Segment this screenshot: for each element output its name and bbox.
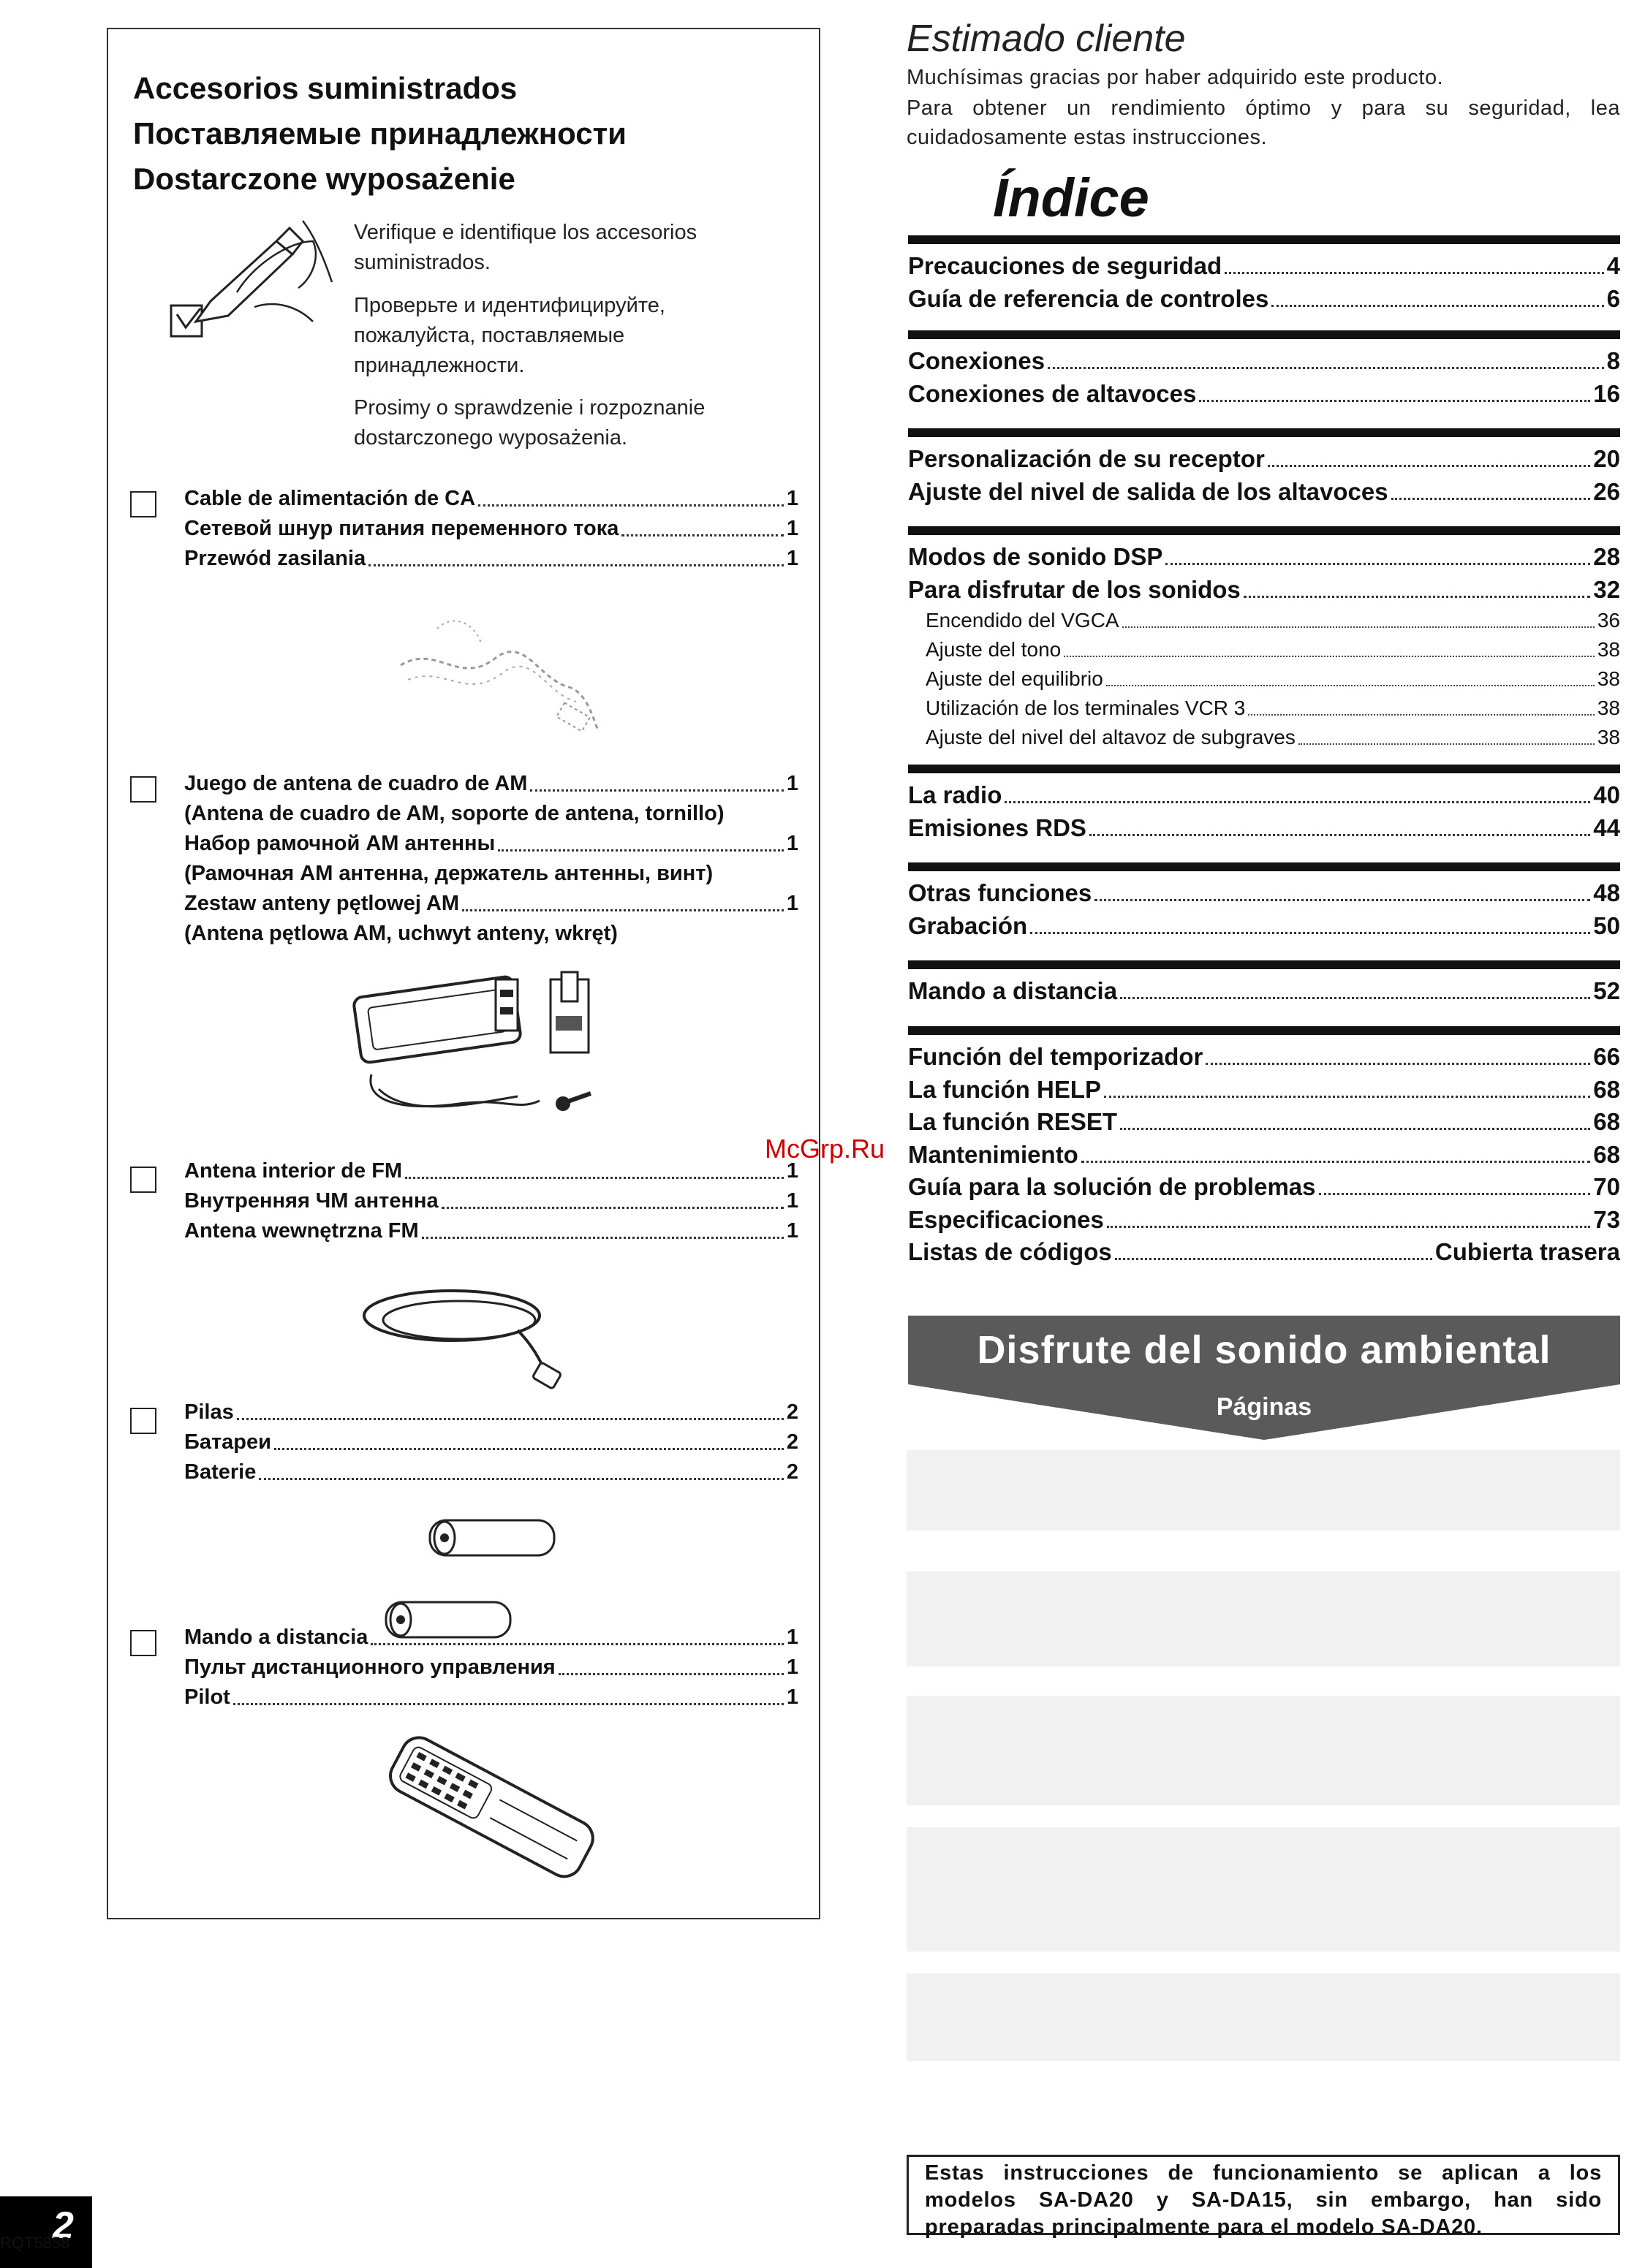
model-note: Estas instrucciones de funcionamiento se aplican a los modelos SA-DA20 y SA-DA15, sin embargo, han sido preparadas principalmente para el modelo SA-DA20. — [907, 2155, 1620, 2235]
watermark: McGrp.Ru — [765, 1134, 885, 1164]
toc-separator — [908, 428, 1620, 437]
checkbox-remote[interactable] — [130, 1630, 156, 1656]
toc-leader-dots — [1081, 1161, 1590, 1163]
toc-entry[interactable] — [908, 574, 1620, 606]
toc-entry-page: 66 — [1593, 1043, 1620, 1070]
faded-block — [907, 1571, 1620, 1666]
toc-entry[interactable] — [908, 812, 1620, 844]
checkbox-fm-antenna[interactable] — [130, 1167, 156, 1193]
toc-leader-dots — [1089, 834, 1590, 836]
toc-leader-dots — [1391, 498, 1591, 500]
toc-leader-dots — [1120, 1128, 1590, 1130]
banner-title: Disfrute del sonido ambiental — [977, 1328, 1551, 1372]
accessory-row: Пульт дистанционного управления 1 — [184, 1656, 798, 1679]
toc-entry-label: Especificaciones — [908, 1205, 1104, 1233]
toc-entry-label: Modos de sonido DSP — [908, 543, 1163, 570]
accessories-title-es: Accesorios suministrados — [133, 71, 518, 105]
greeting-line-1: Muchísimas gracias por haber adquirido este producto. — [907, 66, 1444, 89]
toc-entry-page: 44 — [1593, 813, 1620, 841]
faded-block — [907, 1696, 1620, 1805]
toc-entry-label: La función HELP — [908, 1075, 1101, 1103]
toc-separator — [908, 960, 1620, 969]
toc-entry[interactable] — [908, 1074, 1620, 1106]
toc-entry-page: 48 — [1593, 879, 1620, 906]
toc-entry[interactable] — [908, 541, 1620, 573]
toc-leader-dots — [1106, 685, 1595, 686]
toc-entry-label: Encendido del VGCA — [926, 609, 1119, 632]
toc-entry-label: Precauciones de seguridad — [908, 252, 1222, 279]
toc-leader-dots — [1120, 997, 1590, 999]
check-pen-icon — [167, 212, 357, 358]
index-title: Índice — [993, 167, 1149, 228]
faded-block — [907, 1450, 1620, 1531]
accessories-box — [107, 28, 820, 1919]
toc-entry-page: 20 — [1593, 445, 1620, 472]
toc-entry-label: Conexiones de altavoces — [908, 379, 1197, 407]
toc-entry-page: 16 — [1593, 379, 1620, 407]
toc-entry[interactable] — [908, 443, 1620, 475]
toc-entry[interactable] — [908, 283, 1620, 315]
accessory-note: (Antena pętlowa AM, uchwyt anteny, wkręt) — [184, 922, 618, 945]
ac-cord-illustration — [393, 599, 613, 746]
toc-entry-page: 68 — [1593, 1140, 1620, 1168]
accessory-row: Сетевой шнур питания переменного тока 1 — [184, 517, 798, 540]
accessory-row: Baterie 2 — [184, 1460, 798, 1484]
toc-entry[interactable] — [908, 345, 1620, 377]
toc-leader-dots — [1319, 1193, 1591, 1195]
toc-entry-label: Función del temporizador — [908, 1043, 1203, 1070]
toc-entry[interactable] — [908, 975, 1620, 1007]
toc-entry[interactable] — [908, 378, 1620, 410]
toc-entry-page: 28 — [1593, 543, 1620, 570]
toc-leader-dots — [1165, 563, 1590, 565]
accessory-row: Antena interior de FM 1 — [184, 1159, 798, 1183]
toc-entry[interactable] — [908, 1106, 1620, 1138]
toc-entry-page: 52 — [1593, 977, 1620, 1004]
fm-antenna-illustration — [357, 1264, 576, 1396]
toc-entry-page: 68 — [1593, 1108, 1620, 1135]
accessories-title-pl: Dostarczone wyposażenie — [133, 162, 515, 196]
banner-subtitle: Páginas — [1216, 1393, 1312, 1421]
toc-entry[interactable] — [908, 1041, 1620, 1073]
toc-entry[interactable] — [926, 606, 1620, 635]
toc-entry-label: Ajuste del equilibrio — [926, 667, 1103, 690]
accessory-row: Внутренняя ЧМ антенна 1 — [184, 1189, 798, 1213]
toc-entry[interactable] — [926, 664, 1620, 694]
toc-entry-label: Guía para la solución de problemas — [908, 1173, 1316, 1200]
toc-entry-label: Para disfrutar de los sonidos — [908, 575, 1241, 603]
toc-entry-label: Guía de referencia de controles — [908, 284, 1269, 312]
page-number: 2 — [53, 2204, 74, 2247]
toc-leader-dots — [1104, 1096, 1590, 1098]
toc-entry[interactable] — [908, 877, 1620, 909]
toc-leader-dots — [1115, 1258, 1432, 1260]
toc-entry-label: La función RESET — [908, 1108, 1118, 1135]
toc-entry-label: Conexiones — [908, 347, 1045, 374]
accessories-title-ru: Поставляемые принадлежности — [133, 116, 627, 151]
toc-entry[interactable] — [908, 910, 1620, 942]
toc-leader-dots — [1206, 1063, 1590, 1065]
toc-leader-dots — [1094, 899, 1590, 901]
toc-entry[interactable] — [908, 1171, 1620, 1203]
toc-entry[interactable] — [926, 694, 1620, 723]
page-number-box — [0, 2196, 92, 2268]
toc-leader-dots — [1064, 656, 1595, 657]
toc-entry-label: Emisiones RDS — [908, 813, 1086, 841]
toc-leader-dots — [1030, 932, 1590, 934]
toc-separator — [908, 765, 1620, 773]
toc-leader-dots — [1268, 465, 1590, 467]
checkbox-ac-cord[interactable] — [130, 491, 156, 517]
toc-entry-label: Listas de códigos — [908, 1238, 1112, 1265]
toc-leader-dots — [1005, 801, 1590, 803]
toc-entry-label: Utilización de los terminales VCR 3 — [926, 697, 1246, 719]
toc-leader-dots — [1298, 743, 1595, 745]
toc-entry-page: 38 — [1597, 726, 1620, 748]
toc-leader-dots — [1225, 272, 1603, 274]
toc-leader-dots — [1107, 1226, 1590, 1228]
toc-entry-page: 38 — [1597, 697, 1620, 719]
toc-entry-label: Personalización de su receptor — [908, 445, 1265, 472]
toc-separator — [908, 235, 1620, 244]
toc-leader-dots — [1048, 367, 1604, 369]
toc-leader-dots — [1271, 305, 1603, 307]
toc-entry-page: 70 — [1593, 1173, 1620, 1200]
toc-entry-label: Mantenimiento — [908, 1140, 1078, 1168]
toc-leader-dots — [1199, 400, 1590, 402]
checkbox-batteries[interactable] — [130, 1408, 156, 1434]
toc-leader-dots — [1122, 626, 1595, 628]
toc-entry-page: 26 — [1593, 477, 1620, 505]
toc-entry[interactable] — [926, 723, 1620, 752]
faded-block — [907, 1827, 1620, 1952]
accessory-row: Pilot 1 — [184, 1685, 798, 1709]
intro-es: Verifique e identifique los accesorios suministrados. — [354, 221, 697, 274]
greeting-line-2: Para obtener un rendimiento óptimo y para su seguridad, lea cuidadosamente estas instrucciones. — [907, 96, 1620, 149]
faded-block — [907, 1973, 1620, 2061]
greeting-title: Estimado cliente — [907, 18, 1186, 60]
toc-separator — [908, 526, 1620, 535]
toc-leader-dots — [1248, 714, 1595, 716]
toc-entry-label: Mando a distancia — [908, 977, 1118, 1004]
toc-entry[interactable] — [908, 1204, 1620, 1236]
toc-entry-page: 36 — [1597, 609, 1620, 632]
toc-entry-page: 38 — [1597, 638, 1620, 661]
toc-leader-dots — [1244, 596, 1591, 598]
toc-entry-page: 73 — [1593, 1205, 1620, 1233]
accessory-row: Батареи 2 — [184, 1430, 798, 1454]
toc-entry-label: Otras funciones — [908, 879, 1092, 906]
toc-entry[interactable] — [908, 779, 1620, 811]
intro-ru: Проверьте и идентифицируйте, пожалуйста, поставляемые принадлежности. — [354, 294, 665, 377]
accessory-note: (Antena de cuadro de AM, soporte de antena, tornillo) — [184, 802, 725, 825]
toc-entry-label: Grabación — [908, 911, 1028, 939]
accessory-row: Набор рамочной AM антенны 1 — [184, 832, 798, 855]
am-antenna-illustration — [349, 965, 613, 1155]
accessory-row: Antena wewnętrzna FM 1 — [184, 1219, 798, 1243]
toc-entry-page: 38 — [1597, 667, 1620, 690]
accessory-row: Zestaw anteny pętlowej AM 1 — [184, 892, 798, 915]
toc-entry-page: 68 — [1593, 1075, 1620, 1103]
remote-control-illustration — [379, 1725, 605, 1893]
toc-entry-page: Cubierta trasera — [1434, 1238, 1620, 1265]
toc-separator — [908, 330, 1620, 339]
accessory-row: Mando a distancia 1 — [184, 1626, 798, 1649]
toc-entry-page: 8 — [1606, 347, 1620, 374]
toc-entry-label: Ajuste del nivel del altavoz de subgraves — [926, 726, 1296, 748]
toc-entry-page: 6 — [1606, 284, 1620, 312]
toc-entry-page: 4 — [1606, 252, 1620, 279]
accessory-row: Pilas 2 — [184, 1400, 798, 1424]
toc-entry-page: 50 — [1593, 911, 1620, 939]
surround-banner — [908, 1316, 1620, 1384]
toc-entry[interactable] — [908, 1139, 1620, 1171]
toc-entry-page: 32 — [1593, 575, 1620, 603]
toc-entry-label: Ajuste del tono — [926, 638, 1062, 661]
accessory-row: Juego de antena de cuadro de AM 1 — [184, 772, 798, 795]
accessory-row: Cable de alimentación de CA 1 — [184, 487, 798, 510]
toc-separator — [908, 862, 1620, 871]
toc-entry[interactable] — [908, 250, 1620, 282]
checkbox-am-antenna[interactable] — [130, 776, 156, 803]
toc-entry[interactable] — [926, 635, 1620, 664]
toc-entry-page: 40 — [1593, 781, 1620, 808]
intro-pl: Prosimy o sprawdzenie i rozpoznanie dostarczonego wyposażenia. — [354, 396, 706, 450]
accessory-note: (Рамочная AM антенна, держатель антенны, винт) — [184, 862, 714, 885]
toc-entry[interactable] — [908, 476, 1620, 508]
toc-entry-label: Ajuste del nivel de salida de los altavoces — [908, 477, 1388, 505]
toc-entry-label: La radio — [908, 781, 1002, 808]
toc-separator — [908, 1026, 1620, 1035]
document-code: RQT5858 — [0, 2234, 70, 2252]
accessory-row: Przewód zasilania 1 — [184, 547, 798, 570]
toc-entry[interactable] — [908, 1236, 1620, 1268]
